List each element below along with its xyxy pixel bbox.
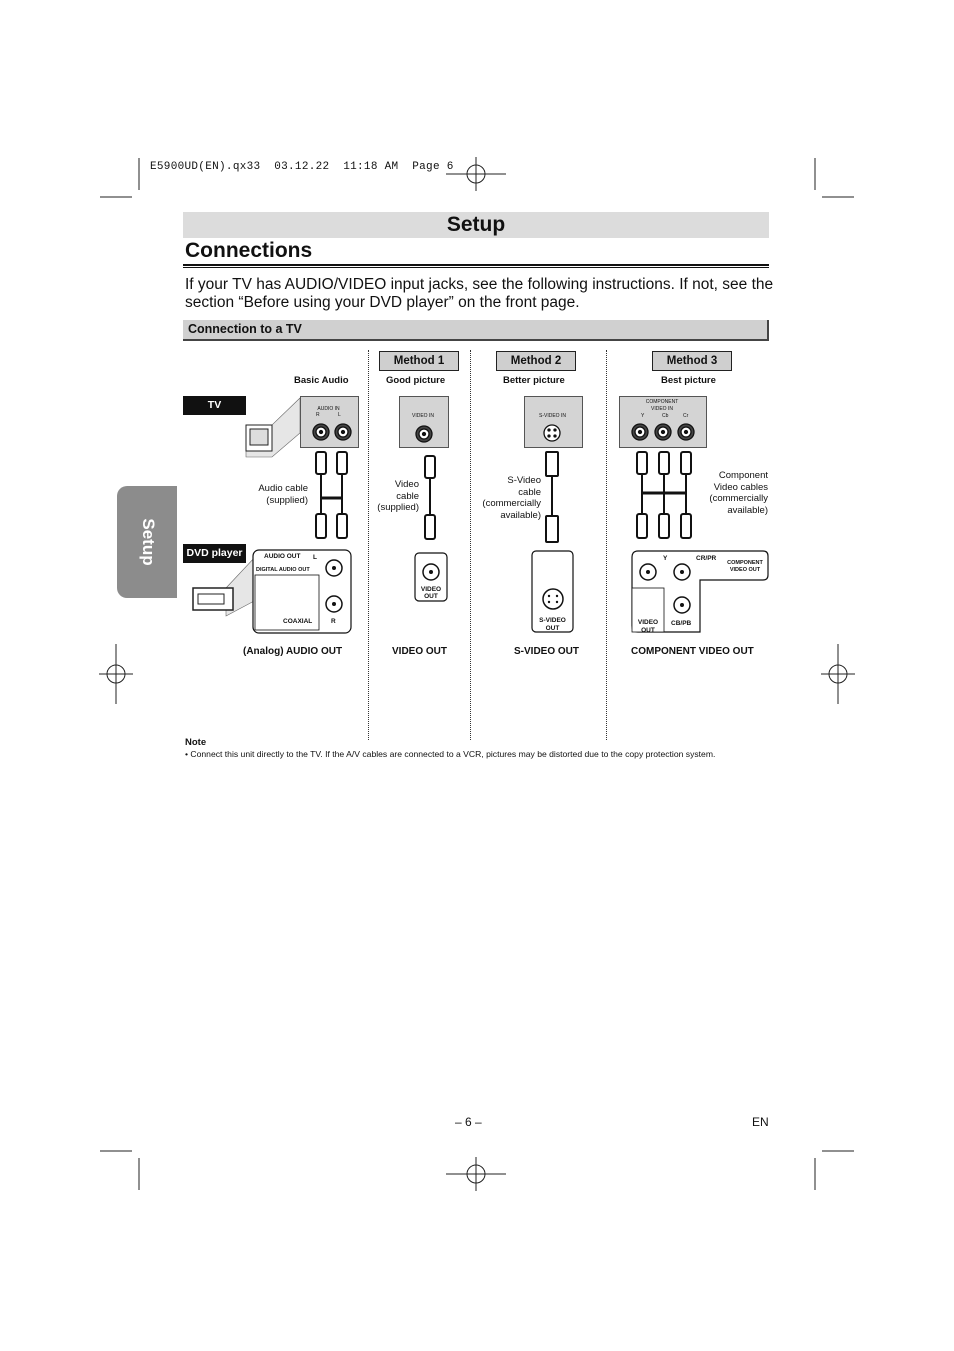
output-label-audio: (Analog) AUDIO OUT [243,646,343,657]
output-label-svideo: S-VIDEO OUT [514,646,580,657]
method-1-quality: Good picture [386,375,446,386]
video-cable-label: Video cable (supplied) [377,479,419,513]
subsection-title: Connection to a TV [188,322,302,336]
dvd-audio-r-label: R [331,618,336,625]
dvd-comp-y-label: Y [663,555,668,562]
section-title: Setup [446,213,506,236]
dvd-svideo-out-label: S-VIDEO OUT [539,617,566,632]
method-1-box: Method 1 [379,351,459,371]
dvd-video-out-label: VIDEO OUT [420,586,442,600]
audio-in-l-label: L [338,412,341,418]
audio-in-label: AUDIO IN [317,406,340,412]
dvd-component-video-out-label: COMPONENT VIDEO OUT [727,560,763,573]
method-3-box: Method 3 [652,351,732,371]
dvd-audio-out-label: AUDIO OUT [264,553,301,560]
method-3-quality: Best picture [661,375,716,386]
dvd-digital-audio-out-label: DIGITAL AUDIO OUT [256,567,310,573]
comp-y-label: Y [641,413,645,419]
dvd-comp-cr-label: CR/PR [696,555,717,562]
audio-cable-label: Audio cable (supplied) [258,483,308,506]
intro-text: If your TV has AUDIO/VIDEO input jacks, see the following instructions. If not, see the section “Before using your DVD player” on the front page. [185,276,774,311]
note-text: • Connect this unit directly to the TV. If the A/V cables are connected to a VCR, pictures may be distorted due to the copy protection system. [185,749,716,759]
svideo-cable-label: S-Video cable (commercially available) [482,475,541,521]
note-title: Note [185,737,207,748]
component-in-label-1: COMPONENT [645,399,679,405]
audio-in-r-label: R [316,412,320,418]
print-header: E5900UD(EN).qx33 03.12.22 11:18 AM Page 6 [150,161,454,173]
dvd-comp-cb-label: CB/PB [671,620,692,627]
comp-cb-label: Cb [662,413,669,419]
output-label-video: VIDEO OUT [392,646,448,657]
component-cable-label: Component Video cables (commercially available) [709,470,768,516]
method-2-box: Method 2 [496,351,576,371]
svideo-in-label: S-VIDEO IN [539,413,566,419]
page-number: – 6 – [455,1115,482,1129]
method-2-quality: Better picture [503,375,565,386]
language-label: EN [752,1115,769,1129]
output-label-component: COMPONENT VIDEO OUT [631,646,754,657]
video-in-label: VIDEO IN [412,413,434,419]
dvd-comp-video-out-label: VIDEO OUT [637,619,659,634]
component-in-label-2: VIDEO IN [651,406,673,412]
page-title: Connections [185,239,313,262]
dvd-audio-l-label: L [313,554,317,561]
basic-audio-label: Basic Audio [294,375,349,386]
tv-tag: TV [183,396,246,415]
side-tab-label: Setup [139,518,158,566]
comp-cr-label: Cr [683,413,689,419]
dvd-player-tag: DVD player [183,544,246,563]
dvd-coaxial-label: COAXIAL [283,618,313,625]
